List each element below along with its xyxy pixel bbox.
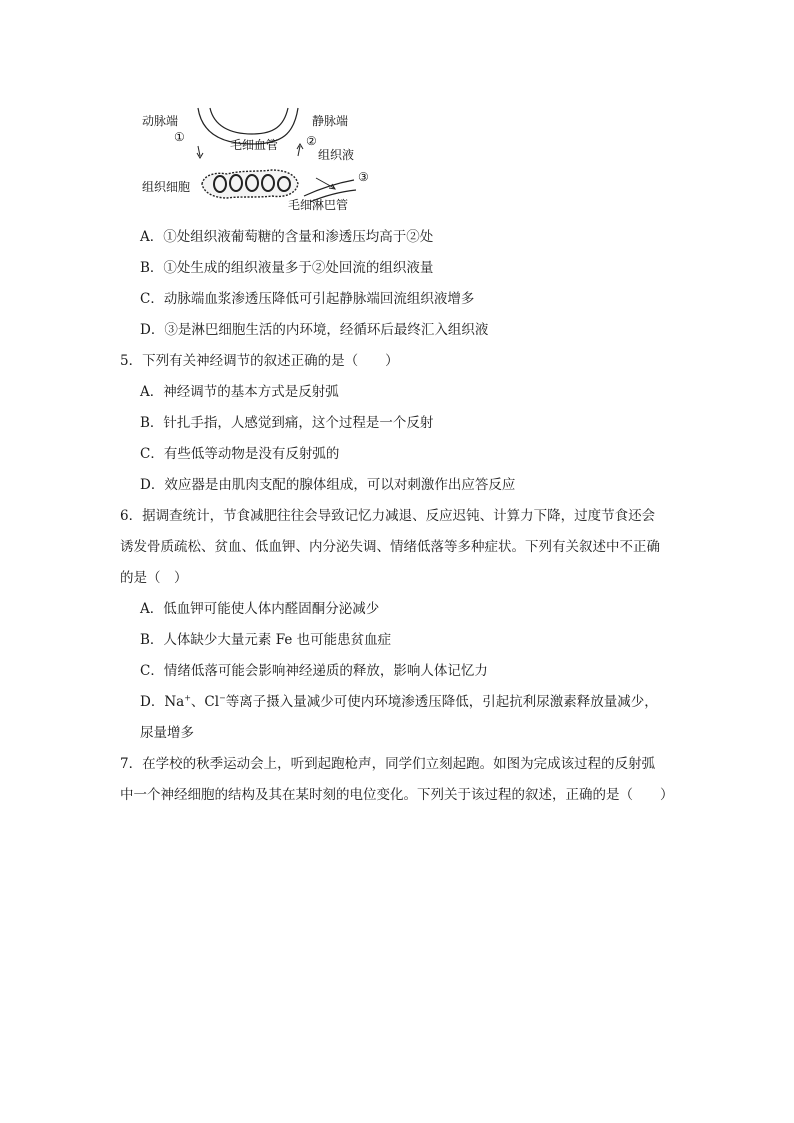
label-tissue-fluid: 组织液	[318, 148, 355, 162]
label-tissue-cells: 组织细胞	[142, 180, 191, 194]
q6-option-a: A．低血钾可能使人体内醛固酮分泌减少	[140, 601, 380, 617]
tissue-cells-outline	[202, 170, 298, 198]
q4-option-c: C．动脉端血浆渗透压降低可引起静脉端回流组织液增多	[140, 291, 475, 307]
label-capillary: 毛细血管	[230, 138, 279, 152]
arrow-3-line	[316, 178, 334, 188]
capillary-exchange-diagram	[132, 104, 392, 214]
q6-stem-line-2: 诱发骨质疏松、贫血、低血钾、内分泌失调、情绪低落等多种症状。下列有关叙述中不正确	[120, 539, 660, 555]
q4-option-d: D．③是淋巴细胞生活的内环境，经循环后最终汇入组织液	[140, 322, 489, 338]
label-venous-end: 静脉端	[312, 114, 349, 128]
q6-option-d	[120, 687, 680, 718]
q6-option-b: B．人体缺少大量元素 Fe 也可能患贫血症	[140, 632, 392, 648]
question-content	[120, 222, 680, 811]
q6-stem-line-3: 的是（ ）	[120, 570, 188, 586]
label-marker-1: ①	[174, 130, 185, 144]
label-arterial-end: 动脉端	[142, 114, 179, 128]
q5-option-a: A．神经调节的基本方式是反射弧	[140, 384, 339, 400]
q6-option-d-rest: 等离子摄入量减少可使内环境渗透压降低，引起抗利尿激素释放量减少，	[225, 694, 658, 710]
q4-option-b: B．①处生成的组织液量多于②处回流的组织液量	[140, 260, 434, 276]
q6-stem-line-1: 6．据调查统计，节食减肥往往会导致记忆力减退、反应迟钝、计算力下降，过度节食还会	[120, 508, 656, 524]
q4-option-a: A．①处组织液葡萄糖的含量和渗透压均高于②处	[140, 229, 434, 245]
label-marker-2: ②	[306, 134, 317, 148]
label-marker-3: ③	[358, 170, 369, 184]
capillary-inner-wall	[210, 108, 288, 134]
label-lymph-capillary: 毛细淋巴管	[288, 198, 349, 212]
q5-stem: 5．下列有关神经调节的叙述正确的是（ ）	[120, 353, 399, 369]
q5-option-d: D．效应器是由肌肉支配的腺体组成，可以对刺激作出应答反应	[140, 477, 516, 493]
q7-stem-line-1: 7．在学校的秋季运动会上，听到起跑枪声，同学们立刻起跑。如图为完成该过程的反射弧	[120, 756, 656, 772]
q5-option-b: B．针扎手指，人感觉到痛，这个过程是一个反射	[140, 415, 434, 431]
q6-option-d-sup1: +	[184, 693, 191, 703]
q6-option-d-sup2: −	[219, 693, 226, 703]
q6-option-c: C．情绪低落可能会影响神经递质的释放，影响人体记忆力	[140, 663, 488, 679]
q6-option-d-mid: 、Cl	[190, 694, 220, 710]
q7-stem-line-2: 中一个神经细胞的结构及其在某时刻的电位变化。下列关于该过程的叙述，正确的是（ ）	[120, 787, 674, 803]
q5-option-c: C．有些低等动物是没有反射弧的	[140, 446, 340, 462]
q6-option-d-prefix: D．Na	[140, 694, 185, 710]
q6-option-d-continuation: 尿量增多	[140, 725, 194, 741]
